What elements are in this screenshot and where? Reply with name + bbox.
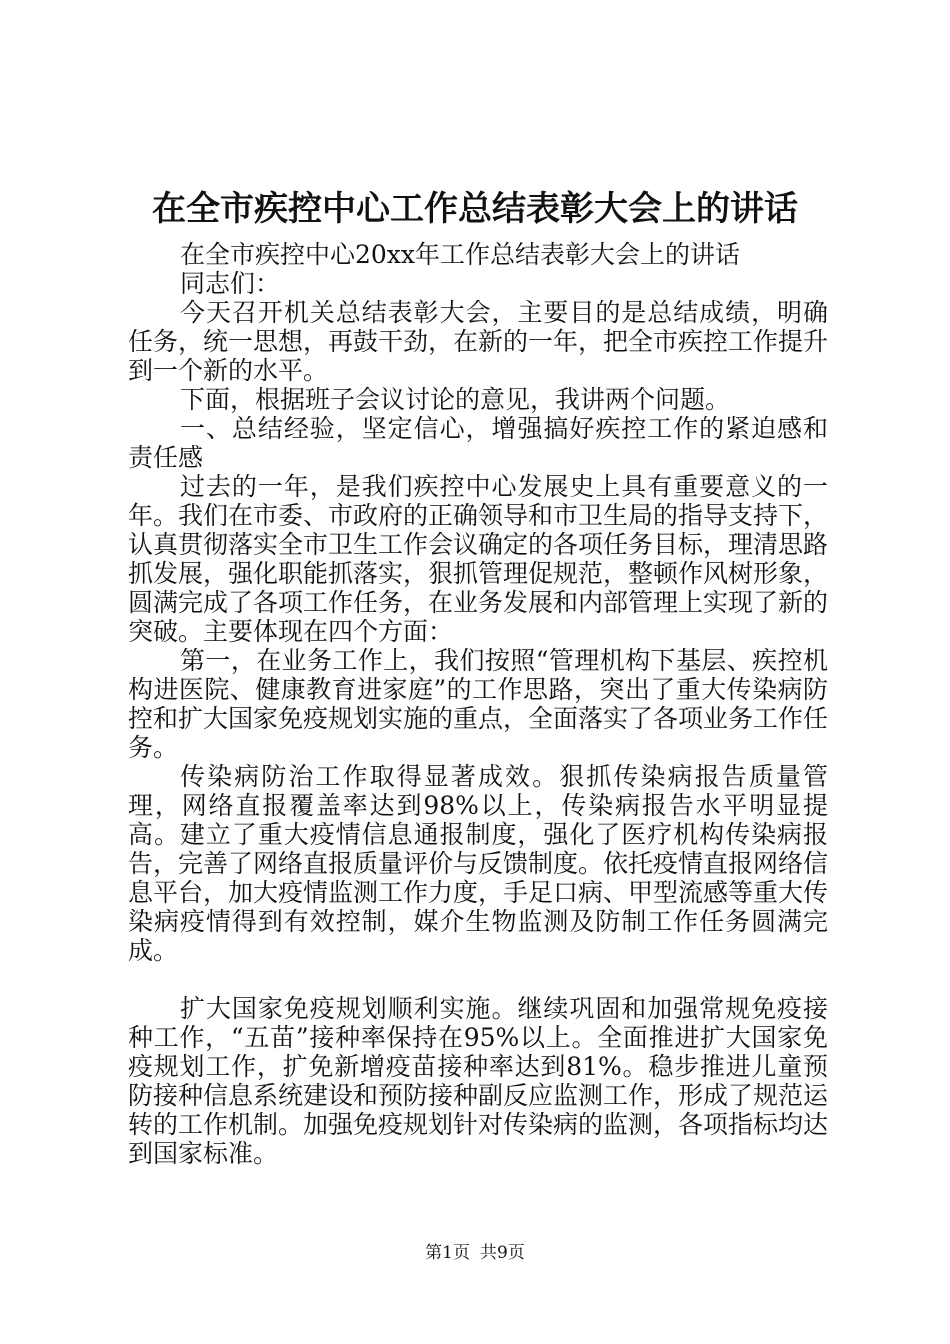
subtitle-paragraph: 在全市疾控中心20xx年工作总结表彰大会上的讲话: [180, 240, 741, 269]
disease-control-paragraph: 传染病防治工作取得显著成效。狠抓传染病报告质量管理，网络直报覆盖率达到98%以上，传染病报告水平明显提高。建立了重大疫情信息通报制度，强化了医疗机构传染病报告，完善了网络直报质量评价与反馈制度。依托疫情直报网络信息平台，加大疫情监测工作力度，手足口病、甲型流感等重大传染病疫情得到有效控制，媒介生物监测及防制工作任务圆满完成。: [128, 762, 829, 965]
page-footer: [0, 1242, 950, 1264]
document-title: 在全市疾控中心工作总结表彰大会上的讲话: [152, 189, 798, 229]
review-paragraph: 过去的一年，是我们疾控中心发展史上具有重要意义的一年。我们在市委、市政府的正确领导和市卫生局的指导支持下，认真贯彻落实全市卫生工作会议确定的各项任务目标，理清思路抓发展，强化职能抓落实，狠抓管理促规范，整顿作风树形象，圆满完成了各项工作任务，在业务发展和内部管理上实现了新的突破。主要体现在四个方面：: [128, 472, 829, 646]
page-number-current: 第1页: [425, 1243, 470, 1263]
intro-paragraph: 今天召开机关总结表彰大会，主要目的是总结成绩，明确任务，统一思想，再鼓干劲，在新的一年，把全市疾控工作提升到一个新的水平。: [128, 298, 829, 385]
page-number-total: 共9页: [480, 1243, 525, 1263]
salutation-paragraph: 同志们：: [180, 269, 281, 298]
document-body: [128, 240, 828, 1168]
outline-paragraph: 下面，根据班子会议讨论的意见，我讲两个问题。: [180, 385, 731, 414]
section-heading: 一、总结经验，坚定信心，增强搞好疾控工作的紧迫感和责任感: [128, 414, 828, 472]
immunization-paragraph: 扩大国家免疫规划顺利实施。继续巩固和加强常规免疫接种工作，“五苗”接种率保持在95%以上。全面推进扩大国家免疫规划工作，扩免新增疫苗接种率达到81%。稳步推进儿童预防接种信息系统建设和预防接种副反应监测工作，形成了规范运转的工作机制。加强免疫规划针对传染病的监测，各项指标均达到国家标准。: [128, 994, 829, 1168]
business-paragraph: 第一，在业务工作上，我们按照“管理机构下基层、疾控机构进医院、健康教育进家庭”的工作思路，突出了重大传染病防控和扩大国家免疫规划实施的重点，全面落实了各项业务工作任务。: [128, 646, 829, 762]
